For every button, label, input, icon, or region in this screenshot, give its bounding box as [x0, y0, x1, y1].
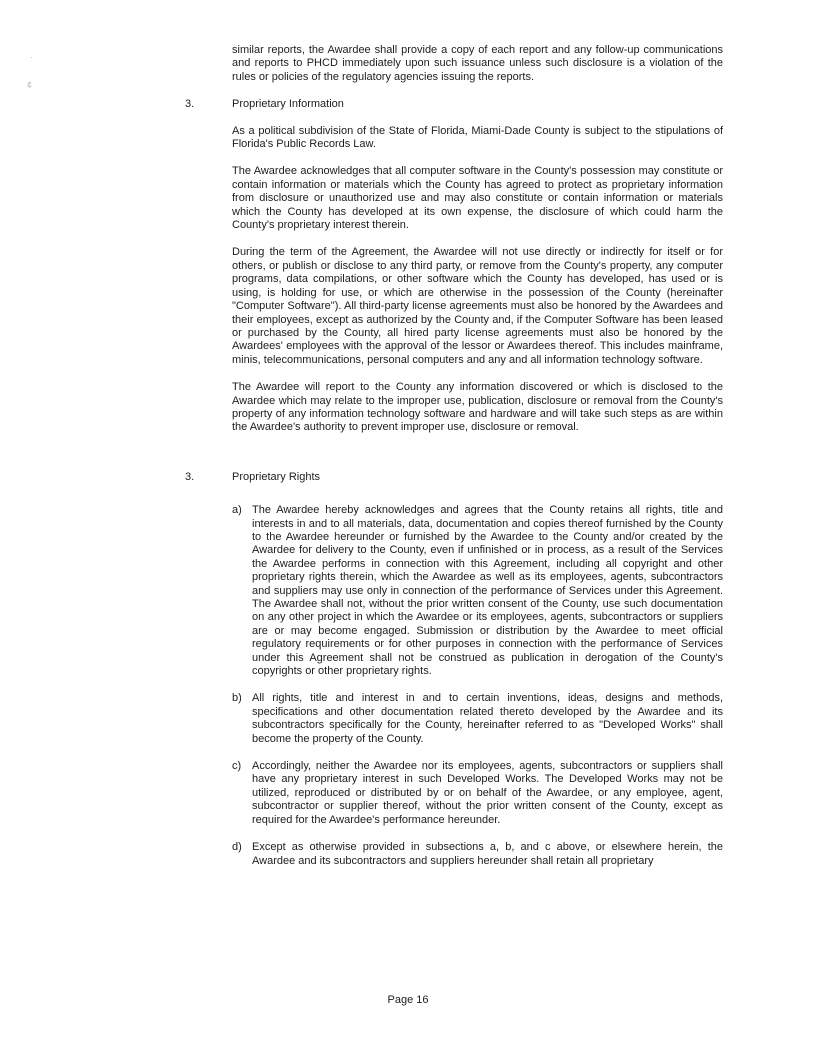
lead-paragraph: similar reports, the Awardee shall provide a copy of each report and any follow-up communications and reports to PHCD immediately upon such issuance unless such disclosure is a violation of the rules or policies of the regulatory agencies issuing the reports. [232, 44, 723, 83]
list-item-c [232, 760, 723, 827]
section-title: Proprietary Information [232, 98, 344, 111]
paragraph: During the term of the Agreement, the Awardee will not use directly or indirectly for itself or for others, or publish or disclose to any third party, or remove from the County's property, any computer programs, data compilations, or other software which the County has developed, has used or is using, is holding for use, or which are otherwise in the possession of the County (hereinafter "Computer Software"). All third-party license agreements must also be honored by the Awardees and their employees, except as authorized by the County and, if the Computer Software has been leased or purchased by the County, all hired party license agreements must also be honored by the Awardees' employees with the approval of the lessor or Awardees thereof. This includes mainframe, minis, telecommunications, personal computers and any and all information technology software. [232, 246, 723, 366]
list-item-text: The Awardee hereby acknowledges and agrees that the County retains all rights, title and interests in and to all materials, data, documentation and copies thereof furnished by the County to the Awardee hereunder or furnished by the Awardee to the County and/or created by the Awardee for delivery to the County, even if unfinished or in process, as a result of the Services the Awardee performs in connection with this Agreement, including all copyright and other proprietary rights therein, which the Awardee as well as its employees, agents, subcontractors and suppliers may use only in connection of the performance of Services under this Agreement. The Awardee shall not, without the prior written consent of the County, use such documentation on any other project in which the Awardee or its employees, agents, subcontractors or suppliers are or may become engaged. Submission or distribution by the Awardee to meet official regulatory requirements or for other purposes in connection with the performance of Services under this Agreement shall not be construed as publication in derogation of the County's copyrights or other proprietary rights. [252, 504, 723, 678]
list-item-b [232, 692, 723, 746]
section-number: 3. [185, 98, 195, 111]
paragraph: The Awardee acknowledges that all computer software in the County's possession may constitute or contain information or materials which the County has agreed to protect as proprietary information from disclosure or unauthorized use and may also constitute or contain information or materials which the County has developed at its own expense, the disclosure of which could harm the County's proprietary interest therein. [232, 165, 723, 232]
list-item-label: c) [232, 760, 242, 773]
list-item-text: Except as otherwise provided in subsections a, b, and c above, or elsewhere herein, the Awardee and its subcontractors and suppliers hereunder shall retain all proprietary [252, 841, 723, 867]
scan-artifact: · [30, 52, 33, 62]
paragraph: The Awardee will report to the County any information discovered or which is disclosed to the Awardee which may relate to the improper use, publication, disclosure or removal from the County's property of any information technology software and hardware and will take such steps as are within the Awardee's authority to prevent improper use, disclosure or removal. [232, 381, 723, 434]
paragraph: As a political subdivision of the State of Florida, Miami-Dade County is subject to the stipulations of Florida's Public Records Law. [232, 124, 723, 151]
section-title: Proprietary Rights [232, 470, 321, 483]
list-item-label: d) [232, 841, 242, 854]
document-content [185, 44, 723, 882]
list-item-text: Accordingly, neither the Awardee nor its employees, agents, subcontractors or suppliers shall have any proprietary interest in such Developed Works. The Developed Works may not be utilized, reproduced or distributed by or on behalf of the Awardee, or any employee, agent, subcontractor or supplier thereof, without the prior written consent of the County, except as required for the Awardee's performance hereunder. [252, 760, 723, 826]
list-item-d [232, 841, 723, 868]
section-heading-proprietary-information [185, 98, 723, 111]
section-number: 3. [185, 470, 195, 483]
list-item-text: All rights, title and interest in and to certain inventions, ideas, designs and methods, specifications and other documentation related thereto developed by the Awardee and its subcontractors specifically for the County, hereinafter referred to as "Developed Works" shall become the property of the County. [252, 692, 723, 745]
section-heading-proprietary-rights [185, 471, 723, 484]
page-number: Page 16 [387, 994, 429, 1006]
list-item-a [232, 504, 723, 678]
scan-artifact: ¢ [27, 80, 33, 90]
list-item-label: a) [232, 504, 242, 517]
list-item-label: b) [232, 692, 242, 705]
